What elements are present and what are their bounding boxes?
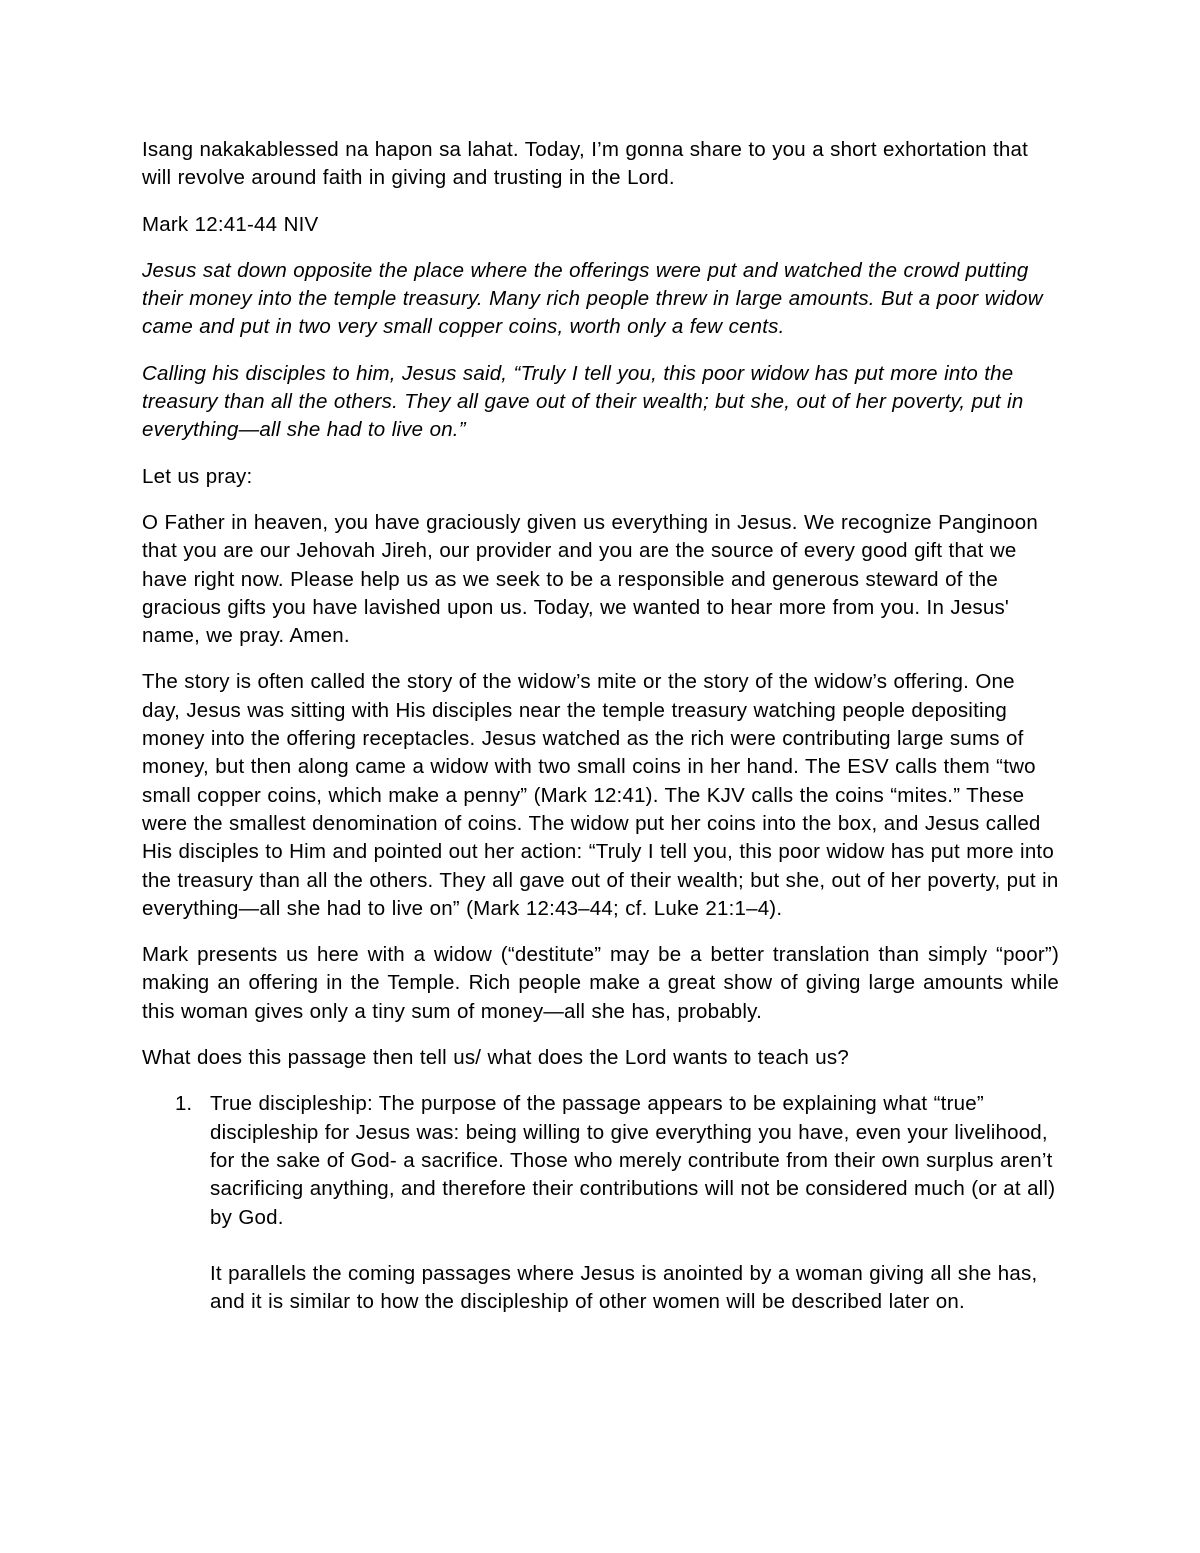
paragraph-intro: Isang nakakablessed na hapon sa lahat. Today, I’m gonna share to you a short exhortation that will revolve around faith in giving and trusting in the Lord.: [142, 138, 1029, 190]
paragraph-mark-presents: Mark presents us here with a widow (“destitute” may be a better translation than simply “poor”) making an offering in the Temple. Rich people make a great show of giving large amounts while this woman gives only a tiny sum of money—all she has, probably.: [142, 943, 1059, 1023]
list-item-paragraph-main: True discipleship: The purpose of the passage appears to be explaining what “true” discipleship for Jesus was: being willing to give everything you have, even your livelihood, for the sake of God- a sacrifice. Those who merely contribute from their own surplus aren’t sacrificing anything, and therefore their contributions will not be considered much (or at all) by God.: [210, 1092, 1056, 1229]
document-body: [142, 136, 1059, 1316]
paragraph-scripture-quote-1: Jesus sat down opposite the place where the offerings were put and watched the crowd putting their money into the temple treasury. Many rich people threw in large amounts. But a poor widow came and put in two very small copper coins, worth only a few cents.: [142, 258, 1043, 339]
list-item-spacer: [210, 1232, 1059, 1260]
paragraph-scripture-reference: Mark 12:41-44 NIV: [142, 212, 319, 236]
paragraph-scripture-quote-2: Calling his disciples to him, Jesus said, “Truly I tell you, this poor widow has put more into the treasury than all the others. They all gave out of their wealth; but she, out of her poverty, put in everything—all she had to live on.”: [142, 361, 1024, 442]
paragraph-exposition: The story is often called the story of the widow’s mite or the story of the widow’s offering. One day, Jesus was sitting with His disciples near the temple treasury watching people depositing money into the offering receptacles. Jesus watched as the rich were contributing large sums of money, but then along came a widow with two small coins in her hand. The ESV calls them “two small copper coins, which make a penny” (Mark 12:41). The KJV calls the coins “mites.” These were the smallest denomination of coins. The widow put her coins into the box, and Jesus called His disciples to Him and pointed out her action: “Truly I tell you, this poor widow has put more into the treasury than all the others. They all gave out of their wealth; but she, out of her poverty, put in everything—all she had to live on” (Mark 12:43–44; cf. Luke 21:1–4).: [142, 670, 1059, 920]
paragraph-prayer-heading: Let us pray:: [142, 464, 253, 488]
paragraph-question: What does this passage then tell us/ what does the Lord wants to teach us?: [142, 1046, 849, 1070]
list-item-paragraph-secondary: It parallels the coming passages where Jesus is anointed by a woman giving all she has, and it is similar to how the discipleship of other women will be described later on.: [210, 1261, 1038, 1314]
paragraph-prayer-body: O Father in heaven, you have graciously given us everything in Jesus. We recognize Panginoon that you are our Jehovah Jireh, our provider and you are the source of every good gift that we have right now. Please help us as we seek to be a responsible and generous steward of the gracious gifts you have lavished upon us. Today, we wanted to hear more from you. In Jesus' name, we pray. Amen.: [142, 510, 1038, 648]
numbered-list: [142, 1090, 1059, 1316]
list-item: [142, 1090, 1059, 1316]
